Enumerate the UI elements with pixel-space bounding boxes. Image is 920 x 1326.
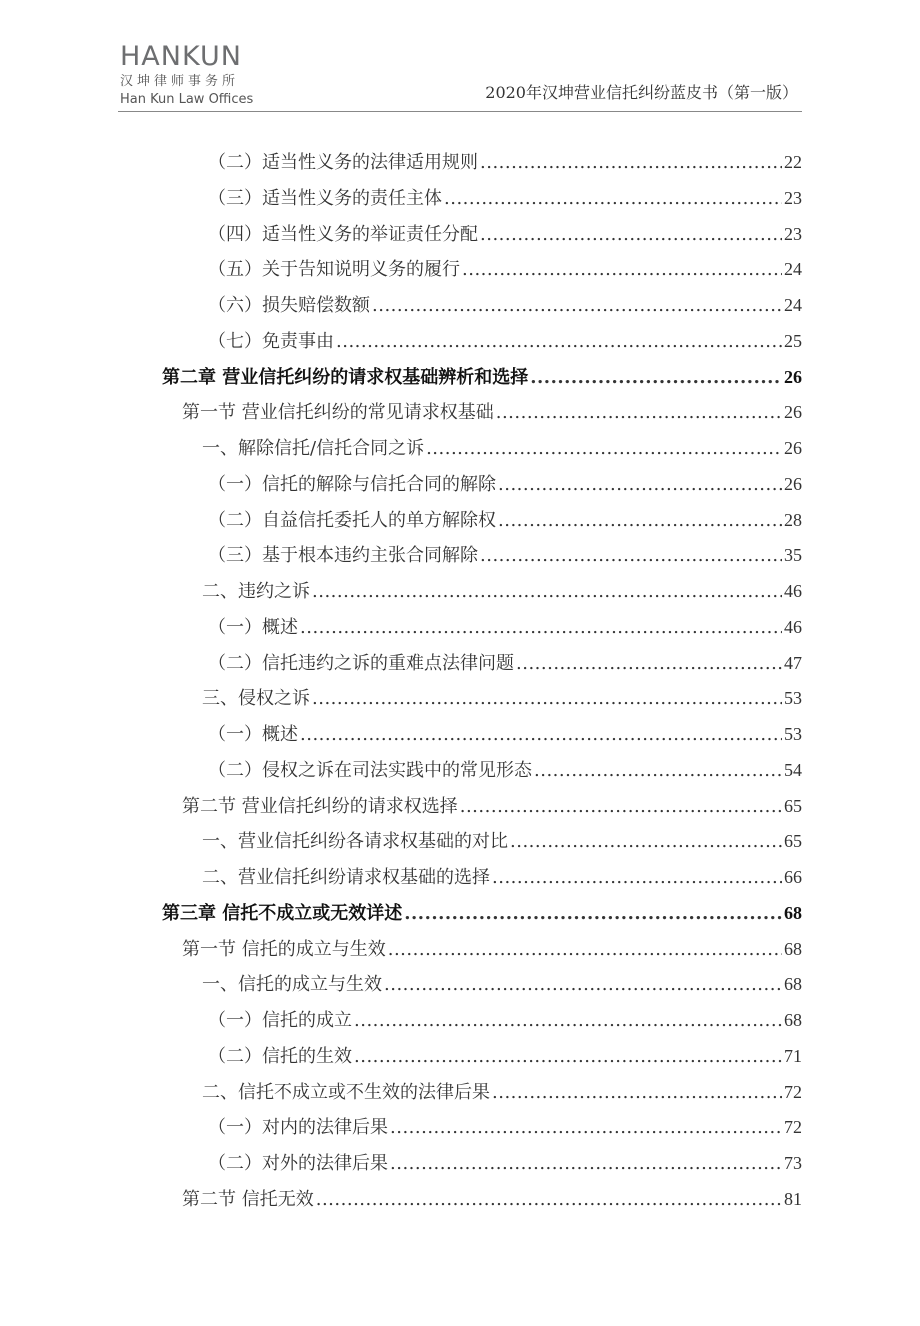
- toc-page-number: 28: [784, 509, 802, 530]
- toc-entry-title: （四）适当性义务的举证责任分配: [208, 223, 478, 245]
- table-of-contents: [162, 145, 802, 1218]
- toc-entry-title: （二）侵权之诉在司法实践中的常见形态: [208, 759, 532, 781]
- toc-page-number: 24: [784, 259, 802, 280]
- toc-page-number: 72: [784, 1117, 802, 1138]
- toc-page-number: 26: [784, 402, 802, 423]
- toc-entry-title: （一）对内的法律后果: [208, 1117, 388, 1139]
- toc-entry[interactable]: [162, 932, 802, 968]
- toc-entry-title: （二）对外的法律后果: [208, 1153, 388, 1174]
- toc-entry[interactable]: [162, 431, 802, 467]
- toc-page-number: 68: [784, 974, 802, 995]
- toc-entry-title: 第二节 营业信托纠纷的请求权选择: [182, 795, 458, 817]
- toc-dot-leader: [444, 181, 782, 217]
- toc-dot-leader: [496, 395, 782, 431]
- toc-entry-title: （一）信托的解除与信托合同的解除: [208, 473, 496, 495]
- logo-chinese-name: 汉坤律师事务所: [120, 74, 240, 89]
- toc-dot-leader: [390, 1146, 782, 1182]
- toc-page-number: 68: [784, 1010, 802, 1030]
- toc-dot-leader: [426, 431, 782, 467]
- toc-entry[interactable]: [162, 324, 802, 360]
- toc-dot-leader: [300, 717, 782, 753]
- header-divider: [118, 111, 802, 112]
- toc-entry-title: 第二章 营业信托纠纷的请求权基础辨析和选择: [162, 366, 529, 388]
- toc-entry[interactable]: [162, 503, 802, 539]
- toc-entry-title: （七）免责事由: [208, 330, 334, 352]
- toc-page-number: 25: [784, 330, 802, 351]
- toc-entry[interactable]: [162, 753, 802, 789]
- toc-entry[interactable]: [162, 1182, 802, 1218]
- toc-entry-title: 三、侵权之诉: [202, 688, 310, 710]
- toc-dot-leader: [460, 789, 782, 825]
- toc-entry-title: （三）基于根本违约主张合同解除: [208, 545, 478, 567]
- toc-dot-leader: [312, 681, 782, 717]
- toc-page-number: 66: [784, 867, 802, 887]
- logo-english-name: Han Kun Law Offices: [120, 92, 254, 107]
- toc-page-number: 72: [784, 1081, 802, 1102]
- toc-entry-title: （一）概述: [208, 616, 298, 638]
- toc-entry[interactable]: [162, 860, 802, 896]
- toc-entry-title: 第三章 信托不成立或无效详述: [162, 902, 403, 924]
- toc-dot-leader: [404, 896, 782, 932]
- toc-entry-title: 二、违约之诉: [202, 581, 310, 602]
- toc-dot-leader: [516, 646, 782, 682]
- toc-dot-leader: [354, 1003, 782, 1039]
- toc-entry[interactable]: [162, 717, 802, 753]
- toc-entry-title: （二）信托的生效: [208, 1045, 352, 1067]
- toc-entry-title: （六）损失赔偿数额: [208, 295, 370, 316]
- toc-dot-leader: [530, 360, 782, 396]
- toc-page-number: 54: [784, 759, 802, 780]
- toc-page-number: 81: [784, 1188, 802, 1209]
- toc-entry[interactable]: [162, 1039, 802, 1075]
- toc-entry-title: （二）适当性义务的法律适用规则: [208, 152, 478, 173]
- toc-dot-leader: [534, 753, 782, 789]
- toc-entry[interactable]: [162, 252, 802, 288]
- toc-entry[interactable]: [162, 1146, 802, 1182]
- toc-entry-title: （五）关于告知说明义务的履行: [208, 259, 460, 281]
- toc-entry[interactable]: [162, 1110, 802, 1146]
- toc-entry[interactable]: [162, 967, 802, 1003]
- toc-entry[interactable]: [162, 288, 802, 324]
- toc-dot-leader: [372, 288, 782, 324]
- toc-entry[interactable]: [162, 145, 802, 181]
- document-title: 2020年汉坤营业信托纠纷蓝皮书（第一版）: [485, 83, 798, 102]
- toc-entry[interactable]: [162, 646, 802, 682]
- toc-entry-title: （二）自益信托委托人的单方解除权: [208, 509, 496, 531]
- toc-page-number: 26: [784, 438, 802, 458]
- toc-page-number: 24: [784, 295, 802, 315]
- toc-page-number: 35: [784, 545, 802, 566]
- toc-page-number: 23: [784, 187, 802, 208]
- toc-entry-title: （二）信托违约之诉的重难点法律问题: [208, 652, 514, 674]
- toc-page-number: 68: [784, 902, 802, 923]
- toc-entry[interactable]: [162, 610, 802, 646]
- toc-entry-title: （一）信托的成立: [208, 1010, 352, 1031]
- toc-page-number: 65: [784, 795, 802, 816]
- toc-entry[interactable]: [162, 896, 802, 932]
- toc-entry-title: 一、信托的成立与生效: [202, 974, 382, 996]
- toc-entry[interactable]: [162, 1003, 802, 1039]
- toc-dot-leader: [388, 932, 782, 968]
- toc-page-number: 22: [784, 152, 802, 172]
- toc-entry[interactable]: [162, 181, 802, 217]
- toc-page-number: 71: [784, 1045, 802, 1066]
- toc-entry[interactable]: [162, 574, 802, 610]
- toc-entry-title: 第一节 信托的成立与生效: [182, 938, 386, 960]
- toc-entry-title: （三）适当性义务的责任主体: [208, 187, 442, 209]
- toc-page-number: 26: [784, 473, 802, 494]
- toc-page-number: 47: [784, 652, 802, 673]
- toc-entry[interactable]: [162, 395, 802, 431]
- toc-entry[interactable]: [162, 467, 802, 503]
- toc-entry[interactable]: [162, 824, 802, 860]
- toc-dot-leader: [492, 1075, 782, 1111]
- toc-entry-title: 二、营业信托纠纷请求权基础的选择: [202, 867, 490, 888]
- toc-page-number: 46: [784, 581, 802, 601]
- toc-page-number: 65: [784, 831, 802, 852]
- toc-page-number: 26: [784, 366, 802, 387]
- toc-dot-leader: [492, 860, 782, 896]
- toc-dot-leader: [480, 538, 782, 574]
- toc-page-number: 68: [784, 938, 802, 959]
- toc-dot-leader: [312, 574, 782, 610]
- toc-entry[interactable]: [162, 217, 802, 253]
- toc-entry-title: 二、信托不成立或不生效的法律后果: [202, 1081, 490, 1103]
- toc-entry-title: 第一节 营业信托纠纷的常见请求权基础: [182, 402, 494, 424]
- toc-dot-leader: [462, 252, 782, 288]
- toc-entry-title: （一）概述: [208, 724, 298, 745]
- toc-dot-leader: [510, 824, 782, 860]
- toc-page-number: 23: [784, 223, 802, 244]
- toc-dot-leader: [316, 1182, 782, 1218]
- toc-entry[interactable]: [162, 538, 802, 574]
- toc-dot-leader: [390, 1110, 782, 1146]
- toc-entry-title: 一、解除信托/信托合同之诉: [202, 438, 425, 459]
- toc-dot-leader: [336, 324, 782, 360]
- toc-dot-leader: [300, 610, 782, 646]
- toc-entry[interactable]: [162, 360, 802, 396]
- toc-entry[interactable]: [162, 789, 802, 825]
- toc-dot-leader: [384, 967, 782, 1003]
- toc-entry[interactable]: [162, 1075, 802, 1111]
- toc-dot-leader: [498, 467, 782, 503]
- toc-page-number: 73: [784, 1153, 802, 1173]
- toc-dot-leader: [480, 145, 782, 181]
- toc-entry-title: 第二节 信托无效: [182, 1188, 314, 1210]
- toc-entry[interactable]: [162, 681, 802, 717]
- toc-dot-leader: [354, 1039, 782, 1075]
- toc-page-number: 53: [784, 724, 802, 744]
- toc-page-number: 53: [784, 688, 802, 709]
- logo-wordmark: HANKUN: [120, 41, 242, 72]
- toc-dot-leader: [498, 503, 782, 539]
- firm-logo: [120, 42, 253, 108]
- toc-dot-leader: [480, 217, 782, 253]
- toc-page-number: 46: [784, 616, 802, 637]
- toc-entry-title: 一、营业信托纠纷各请求权基础的对比: [202, 831, 508, 853]
